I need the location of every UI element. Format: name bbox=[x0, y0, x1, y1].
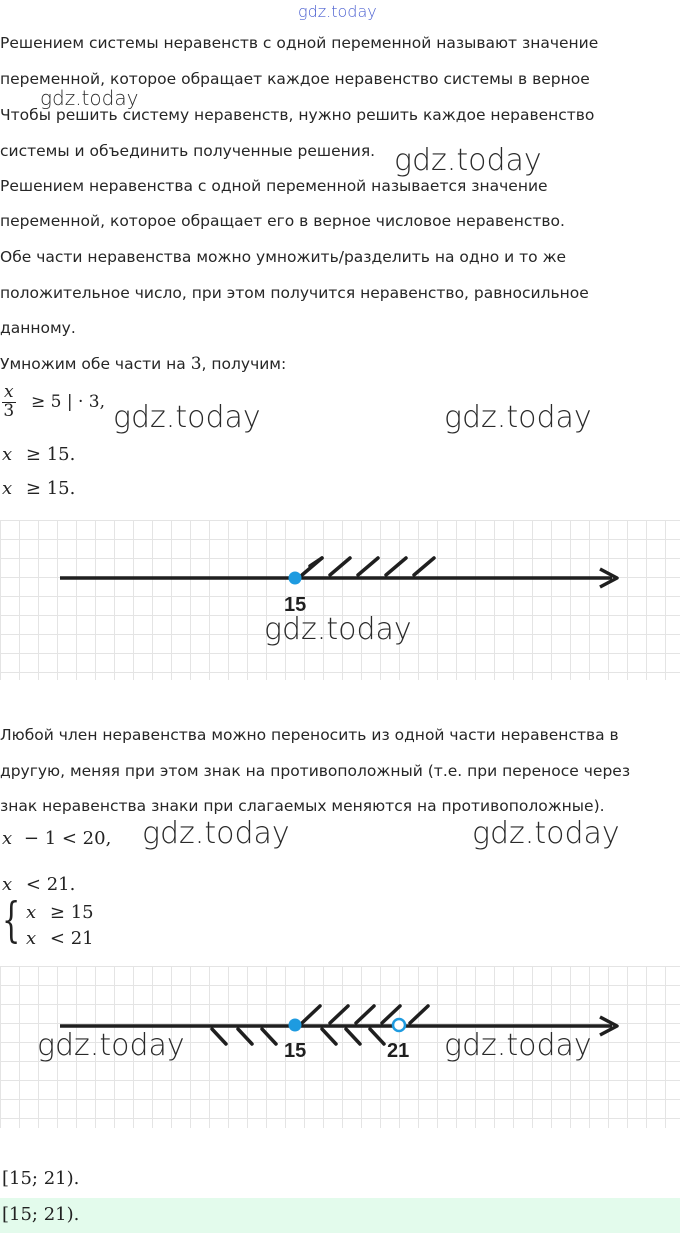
inequality-x-minus-1 bbox=[2, 828, 111, 849]
point-label-15: 15 bbox=[284, 1040, 307, 1062]
multiply-rule-line-2: положительное число, при этом получится неравенство, равносильное bbox=[0, 284, 589, 302]
definition-inequality-line-2: переменной, которое обращает его в верное числовое неравенство. bbox=[0, 212, 565, 230]
point-15-closed bbox=[289, 1019, 302, 1032]
solve-system-line-2: системы и объединить полученные решения. bbox=[0, 142, 376, 160]
fraction bbox=[2, 384, 16, 421]
transfer-rule-line-2: другую, меняя при этом знак на противоположный (т.е. при переносе через bbox=[0, 762, 631, 780]
variable-x: x bbox=[26, 902, 37, 923]
definition-system-line-2: переменной, которое обращает каждое неравенство системы в верное bbox=[0, 70, 590, 88]
watermark: gdz.today bbox=[444, 1028, 592, 1063]
definition-system-line-1: Решением системы неравенств с одной переменной называют значение bbox=[0, 34, 599, 52]
point-label-21: 21 bbox=[387, 1040, 410, 1062]
system-line-2 bbox=[26, 928, 94, 949]
inequality-x-ge-15-a bbox=[2, 444, 75, 465]
multiply-rule-line-3: данному. bbox=[0, 319, 76, 337]
inequality-rest: − 1 < 20, bbox=[23, 828, 112, 849]
definition-inequality-line-1: Решением неравенства с одной переменной называется значение bbox=[0, 177, 548, 195]
variable-x: x bbox=[2, 444, 13, 465]
watermark: gdz.today bbox=[113, 400, 261, 435]
point-label-15: 15 bbox=[284, 594, 307, 616]
variable-x: x bbox=[2, 874, 13, 895]
fraction-denominator: 3 bbox=[3, 400, 15, 421]
system-line-1 bbox=[26, 902, 94, 923]
transfer-rule-line-3: знак неравенства знаки при слагаемых меняются на противоположные). bbox=[0, 797, 605, 815]
variable-x: x bbox=[2, 478, 13, 499]
multiply-step-suffix: , получим: bbox=[201, 355, 287, 373]
multiply-step-number: 3 bbox=[190, 354, 202, 374]
solve-system-line-1: Чтобы решить систему неравенств, нужно решить каждое неравенство bbox=[0, 106, 595, 124]
answer-value: [15; 21). bbox=[2, 1204, 80, 1225]
watermark-top: gdz.today bbox=[298, 2, 377, 21]
point-15-closed bbox=[289, 572, 302, 585]
transfer-rule-line-1: Любой член неравенства можно переносить из одной части неравенства в bbox=[0, 726, 619, 744]
system-brace: { bbox=[2, 892, 21, 948]
watermark: gdz.today bbox=[472, 816, 620, 851]
inequality-rest: ≥ 15. bbox=[25, 478, 76, 499]
multiply-step-prefix: Умножим обе части на bbox=[0, 355, 191, 373]
multiply-step-text bbox=[0, 354, 286, 374]
inequality-x-ge-15-b bbox=[2, 478, 75, 499]
hatching bbox=[302, 558, 434, 575]
inequality-rest: < 21. bbox=[25, 874, 76, 895]
hatching-right-of-15 bbox=[302, 1006, 428, 1023]
inequality-rest: ≥ 15. bbox=[25, 444, 76, 465]
watermark: gdz.today bbox=[264, 612, 412, 647]
number-line-1 bbox=[0, 520, 680, 680]
inequality-fraction bbox=[2, 384, 105, 421]
system-line-2-rest: < 21 bbox=[49, 928, 94, 949]
inequality-rest: ≥ 5 | · 3, bbox=[31, 391, 106, 412]
fraction-numerator: x bbox=[4, 382, 14, 402]
interval-result: [15; 21). bbox=[2, 1168, 80, 1189]
answer-box bbox=[0, 1198, 680, 1233]
watermark: gdz.today bbox=[142, 816, 290, 851]
watermark: gdz.today bbox=[394, 143, 542, 178]
number-line-2 bbox=[0, 966, 680, 1128]
number-line-1-svg bbox=[0, 520, 680, 680]
watermark: gdz.today bbox=[37, 1028, 185, 1063]
variable-x: x bbox=[26, 928, 37, 949]
watermark: gdz.today bbox=[444, 400, 592, 435]
multiply-rule-line-1: Обе части неравенства можно умножить/разделить на одно и то же bbox=[0, 248, 567, 266]
system-line-1-rest: ≥ 15 bbox=[49, 902, 94, 923]
point-21-open bbox=[393, 1019, 405, 1031]
watermark: gdz.today bbox=[40, 86, 139, 110]
variable-x: x bbox=[2, 828, 13, 849]
